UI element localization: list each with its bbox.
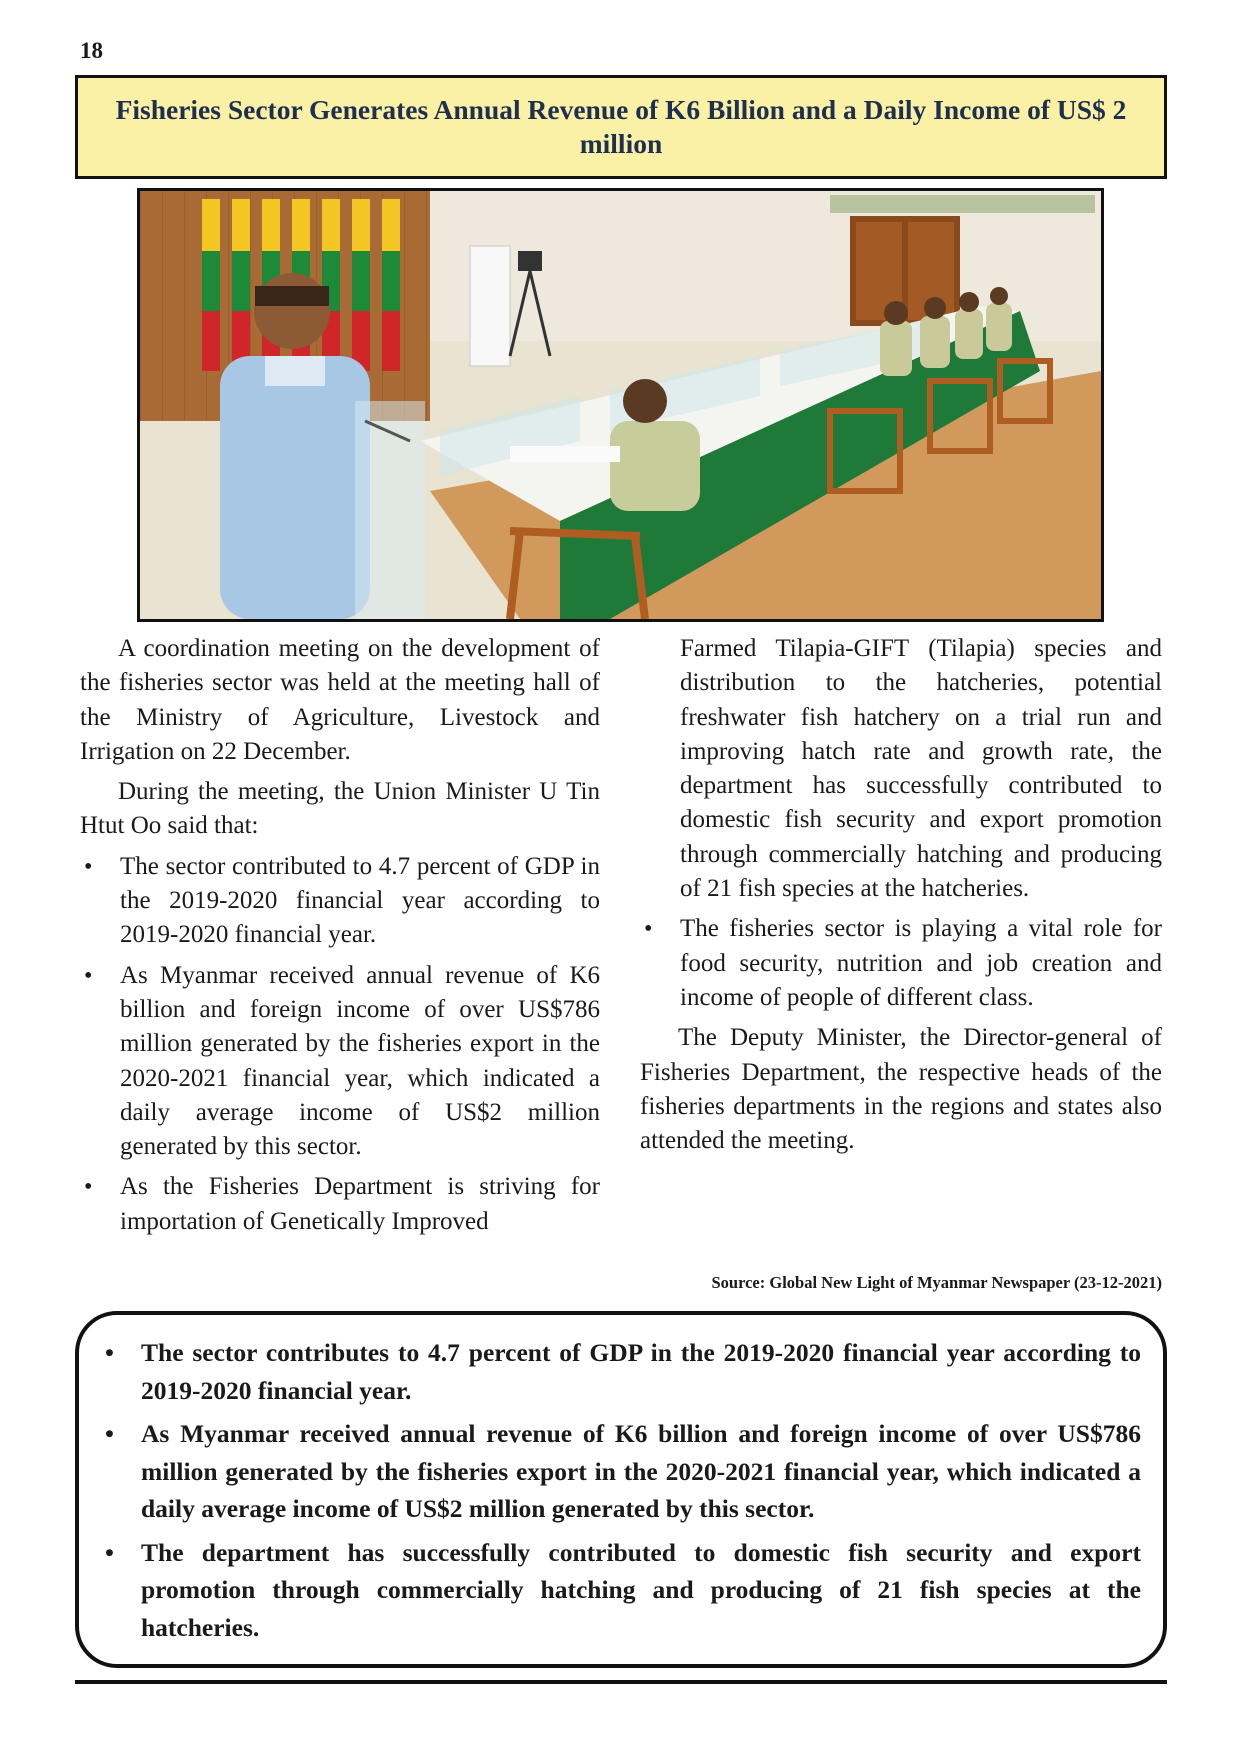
list-item: • The department has successfully contributed to domestic fish security and export promotion through commercially hatching and producing of 21 fish species at the hatcheries. xyxy=(101,1534,1141,1647)
key-points-list xyxy=(101,1334,1141,1646)
article-title: Fisheries Sector Generates Annual Revenue of K6 Billion and a Daily Income of US$ 2 million xyxy=(115,94,1127,159)
left-column xyxy=(80,632,600,1245)
right-column xyxy=(640,632,1162,1164)
list-item: • As the Fisheries Department is striving for importation of Genetically Improved xyxy=(80,1170,600,1239)
list-item: • The sector contributed to 4.7 percent of GDP in the 2019-2020 financial year according to 2019-2020 financial year. xyxy=(80,850,600,953)
meeting-photo-illustration xyxy=(140,191,1101,619)
article-title-banner xyxy=(75,75,1167,179)
sector-role-list xyxy=(640,912,1162,1015)
bottom-divider xyxy=(75,1680,1167,1684)
minister-points-list xyxy=(80,850,600,1239)
bullet-continuation: Farmed Tilapia-GIFT (Tilapia) species and distribution to the hatcheries, potential freshwater fish hatchery on a trial run and improving hatch rate and growth rate, the department has successfully contributed to domestic fish security and export promotion through commercially hatching and producing of 21 fish species at the hatcheries. xyxy=(680,635,1162,903)
minister-statement-paragraph: During the meeting, the Union Minister U Tin Htut Oo said that: xyxy=(80,778,600,840)
intro-paragraph: A coordination meeting on the development of the fisheries sector was held at the meeting hall of the Ministry of Agriculture, Livestock and Irrigation on 22 December. xyxy=(80,635,600,765)
attendees-paragraph: The Deputy Minister, the Director-general of Fisheries Department, the respective heads of the fisheries departments in the regions and states also attended the meeting. xyxy=(640,1024,1162,1155)
key-points-box xyxy=(75,1311,1167,1668)
list-item: • The fisheries sector is playing a vital role for food security, nutrition and job creation and income of people of different class. xyxy=(640,912,1162,1015)
source-citation: Source: Global New Light of Myanmar Newspaper (23-12-2021) xyxy=(711,1273,1162,1292)
list-item: • As Myanmar received annual revenue of K6 billion and foreign income of over US$786 million generated by the fisheries export in the 2020-2021 financial year, which indicated a daily average income of US$2 million generated by this sector. xyxy=(80,959,600,1165)
meeting-photo xyxy=(137,188,1104,622)
page-number: 18 xyxy=(80,38,103,63)
list-item: • The sector contributes to 4.7 percent of GDP in the 2019-2020 financial year according to 2019-2020 financial year. xyxy=(101,1334,1141,1409)
list-item: • As Myanmar received annual revenue of K6 billion and foreign income of over US$786 million generated by the fisheries export in the 2020-2021 financial year, which indicated a daily average income of US$2 million generated by this sector. xyxy=(101,1415,1141,1528)
